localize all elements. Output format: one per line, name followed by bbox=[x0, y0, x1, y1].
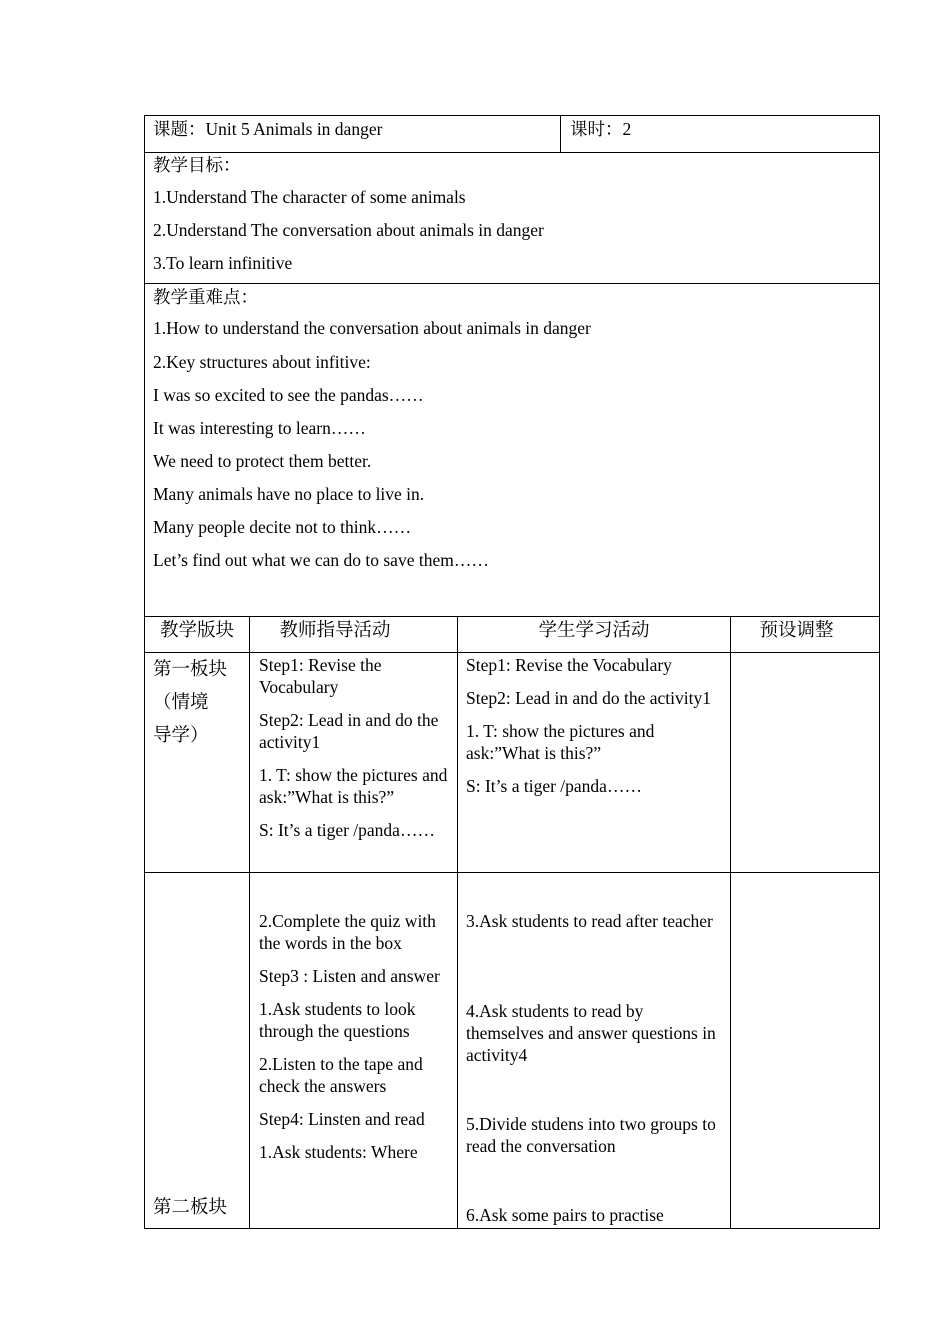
student-activity-line: 6.Ask some pairs to practise bbox=[466, 1205, 664, 1225]
teacher-activity-cell bbox=[259, 910, 449, 1174]
student-activity-line: 5.Divide studens into two groups to read the conversation bbox=[466, 1114, 716, 1156]
key-point-item: Many people decite not to think…… bbox=[153, 517, 412, 537]
key-point-item: Many animals have no place to live in. bbox=[153, 484, 425, 504]
student-activity-line: S: It’s a tiger /panda…… bbox=[466, 776, 642, 796]
column-header-student: 学生学习活动 bbox=[538, 621, 650, 641]
column-header-teacher: 教师指导活动 bbox=[279, 621, 391, 641]
row-divider bbox=[144, 152, 880, 153]
teacher-activity-line: 1.Ask students to look through the questions bbox=[259, 999, 416, 1041]
section-line: 第一板块 bbox=[153, 660, 228, 680]
teacher-activity-line: 2.Listen to the tape and check the answers bbox=[259, 1054, 423, 1096]
teacher-activity-cell bbox=[259, 654, 449, 852]
column-header-adjust: 预设调整 bbox=[759, 621, 834, 641]
column-divider bbox=[560, 115, 561, 152]
student-activity-line: 4.Ask students to read by themselves and answer questions in activity4 bbox=[466, 1001, 716, 1065]
teacher-activity-line: 2.Complete the quiz with the words in the box bbox=[259, 911, 436, 953]
lesson-topic: 课题：Unit 5 Animals in danger bbox=[153, 119, 383, 139]
column-header-section: 教学版块 bbox=[159, 621, 234, 641]
column-divider bbox=[457, 616, 458, 1229]
row-divider bbox=[144, 872, 880, 873]
objective-item: 2.Understand The conversation about animals in danger bbox=[153, 220, 544, 240]
section-label bbox=[153, 654, 245, 753]
teacher-activity-line: Step4: Linsten and read bbox=[259, 1109, 425, 1129]
student-activity-line: Step2: Lead in and do the activity1 bbox=[466, 688, 711, 708]
key-points-title: 教学重难点： bbox=[153, 287, 258, 307]
lesson-period: 课时：2 bbox=[570, 119, 632, 139]
objectives-title: 教学目标： bbox=[153, 155, 241, 175]
teacher-activity-line: 1.Ask students: Where bbox=[259, 1142, 418, 1162]
column-divider bbox=[249, 616, 250, 1229]
key-point-item: It was interesting to learn…… bbox=[153, 418, 366, 438]
section-line: （情境 bbox=[153, 693, 209, 713]
key-point-item: 2.Key structures about infitive: bbox=[153, 352, 371, 372]
section-line: 导学） bbox=[153, 726, 209, 746]
objective-item: 1.Understand The character of some animals bbox=[153, 187, 466, 207]
teacher-activity-line: Step3 : Listen and answer bbox=[259, 966, 440, 986]
teacher-activity-line: Step1: Revise the Vocabulary bbox=[259, 655, 382, 697]
teacher-activity-line: 1. T: show the pictures and ask:”What is this?” bbox=[259, 765, 448, 807]
key-point-item: 1.How to understand the conversation about animals in danger bbox=[153, 318, 591, 338]
key-point-item: I was so excited to see the pandas…… bbox=[153, 385, 424, 405]
key-point-item: Let’s find out what we can do to save them…… bbox=[153, 550, 489, 570]
row-divider bbox=[144, 616, 880, 617]
teacher-activity-line: S: It’s a tiger /panda…… bbox=[259, 820, 435, 840]
key-point-item: We need to protect them better. bbox=[153, 451, 372, 471]
student-activity-line: Step1: Revise the Vocabulary bbox=[466, 655, 672, 675]
student-activity-line: 1. T: show the pictures and ask:”What is this?” bbox=[466, 721, 655, 763]
student-activity-line: 3.Ask students to read after teacher bbox=[466, 911, 713, 931]
student-activity-cell bbox=[466, 654, 724, 808]
column-divider bbox=[730, 616, 731, 1229]
row-divider bbox=[144, 283, 880, 284]
teacher-activity-line: Step2: Lead in and do the activity1 bbox=[259, 710, 439, 752]
objective-item: 3.To learn infinitive bbox=[153, 253, 293, 273]
section-label: 第二板块 bbox=[153, 1198, 228, 1218]
row-divider bbox=[144, 652, 880, 653]
